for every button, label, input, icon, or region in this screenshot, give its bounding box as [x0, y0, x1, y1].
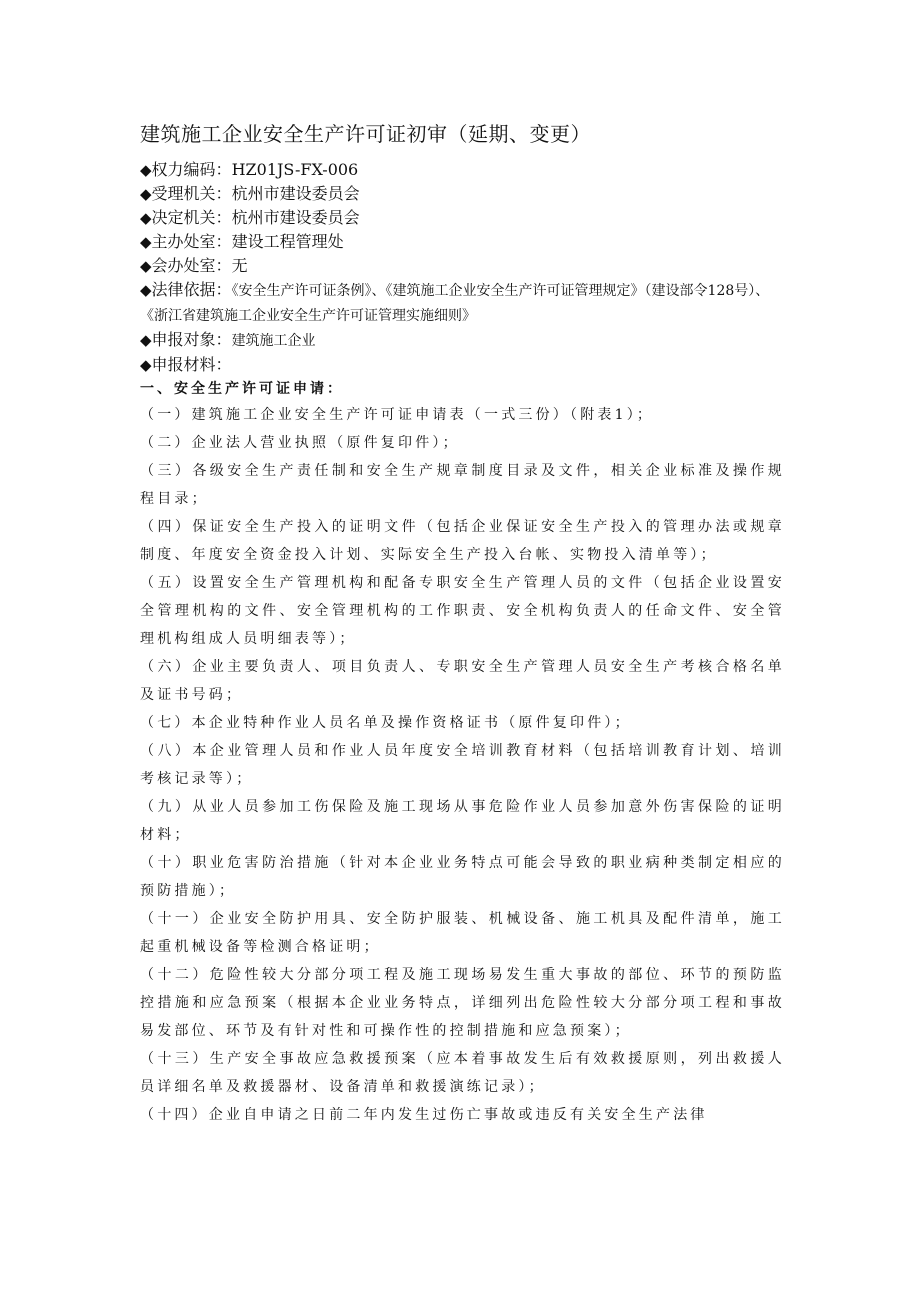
- accepting-authority-line: [140, 182, 785, 206]
- diamond-bullet-icon: ◆: [140, 257, 152, 275]
- list-item: （十）职业危害防治措施（针对本企业业务特点可能会导致的职业病种类制定相应的预防措施）；: [140, 855, 785, 899]
- legal-basis-label: 法律依据：: [151, 280, 232, 299]
- materials-line: [140, 353, 785, 377]
- host-office-value: 建设工程管理处: [231, 232, 344, 251]
- list-item: （三）各级安全生产责任制和安全生产规章制度目录及文件，相关企业标准及操作规程目录；: [140, 463, 785, 507]
- list-item: （十二）危险性较大分部分项工程及施工现场易发生重大事故的部位、环节的预防监控措施和应急预案（根据本企业业务特点，详细列出危险性较大分部分项工程和事故易发部位、环节及有针对性和可操作性的控制措施和应急预案）；: [140, 967, 785, 1039]
- list-item: （五）设置安全生产管理机构和配备专职安全生产管理人员的文件（包括企业设置安全管理机构的文件、安全管理机构的工作职责、安全机构负责人的任命文件、安全管理机构组成人员明细表等）；: [140, 575, 785, 647]
- power-code-value: HZ01JS-FX-006: [231, 160, 359, 179]
- deciding-authority-value: 杭州市建设委员会: [231, 208, 360, 227]
- legal-basis-line: [140, 278, 785, 328]
- list-item: （七）本企业特种作业人员名单及操作资格证书（原件复印件）；: [140, 715, 632, 731]
- materials-label: 申报材料：: [151, 355, 232, 374]
- list-item: （十四）企业自申请之日前二年内发生过伤亡事故或违反有关安全生产法律: [140, 1107, 708, 1123]
- list-item: （十三）生产安全事故应急救援预案（应本着事故发生后有效救援原则，列出救援人员详细名单及救援器材、设备清单和救援演练记录）；: [140, 1051, 785, 1095]
- list-item: （二）企业法人营业执照（原件复印件）；: [140, 435, 460, 451]
- list-item: （六）企业主要负责人、项目负责人、专职安全生产管理人员安全生产考核合格名单及证书号码；: [140, 659, 785, 703]
- diamond-bullet-icon: ◆: [140, 233, 152, 251]
- power-code-label: 权力编码：: [151, 160, 232, 179]
- deciding-authority-line: [140, 206, 785, 230]
- diamond-bullet-icon: ◆: [140, 356, 152, 374]
- diamond-bullet-icon: ◆: [140, 209, 152, 227]
- diamond-bullet-icon: ◆: [140, 331, 152, 349]
- legal-basis-value: 《安全生产许可证条例》、《建筑施工企业安全生产许可证管理规定》（建设部令128号）、《浙江省建筑施工企业安全生产许可证管理实施细则》: [140, 283, 770, 324]
- section-heading: 一、安全生产许可证申请：: [140, 381, 344, 397]
- host-office-line: [140, 230, 785, 254]
- list-item: （一）建筑施工企业安全生产许可证申请表（一式三份）（附表1）；: [140, 407, 655, 423]
- list-item: （四）保证安全生产投入的证明文件（包括企业保证安全生产投入的管理办法或规章制度、年度安全资金投入计划、实际安全生产投入台帐、实物投入清单等）；: [140, 519, 785, 563]
- co-office-value: 无: [231, 256, 248, 275]
- applicant-target-value: 建筑施工企业: [231, 333, 316, 349]
- document-title: 建筑施工企业安全生产许可证初审（延期、变更）: [140, 122, 591, 146]
- host-office-label: 主办处室：: [151, 232, 232, 251]
- list-item: （十一）企业安全防护用具、安全防护服装、机械设备、施工机具及配件清单，施工起重机械设备等检测合格证明；: [140, 911, 785, 955]
- power-code-line: [140, 158, 785, 182]
- accepting-authority-value: 杭州市建设委员会: [231, 184, 360, 203]
- list-item: （九）从业人员参加工伤保险及施工现场从事危险作业人员参加意外伤害保险的证明材料；: [140, 799, 785, 843]
- diamond-bullet-icon: ◆: [140, 185, 152, 203]
- deciding-authority-label: 决定机关：: [151, 208, 232, 227]
- diamond-bullet-icon: ◆: [140, 281, 152, 299]
- accepting-authority-label: 受理机关：: [151, 184, 232, 203]
- list-item: （八）本企业管理人员和作业人员年度安全培训教育材料（包括培训教育计划、培训考核记录等）；: [140, 743, 785, 787]
- co-office-label: 会办处室：: [151, 256, 232, 275]
- applicant-target-label: 申报对象：: [151, 330, 232, 349]
- co-office-line: [140, 254, 785, 278]
- applicant-target-line: [140, 328, 785, 353]
- document-page: [140, 120, 785, 1129]
- materials-list: [140, 401, 785, 1129]
- diamond-bullet-icon: ◆: [140, 161, 152, 179]
